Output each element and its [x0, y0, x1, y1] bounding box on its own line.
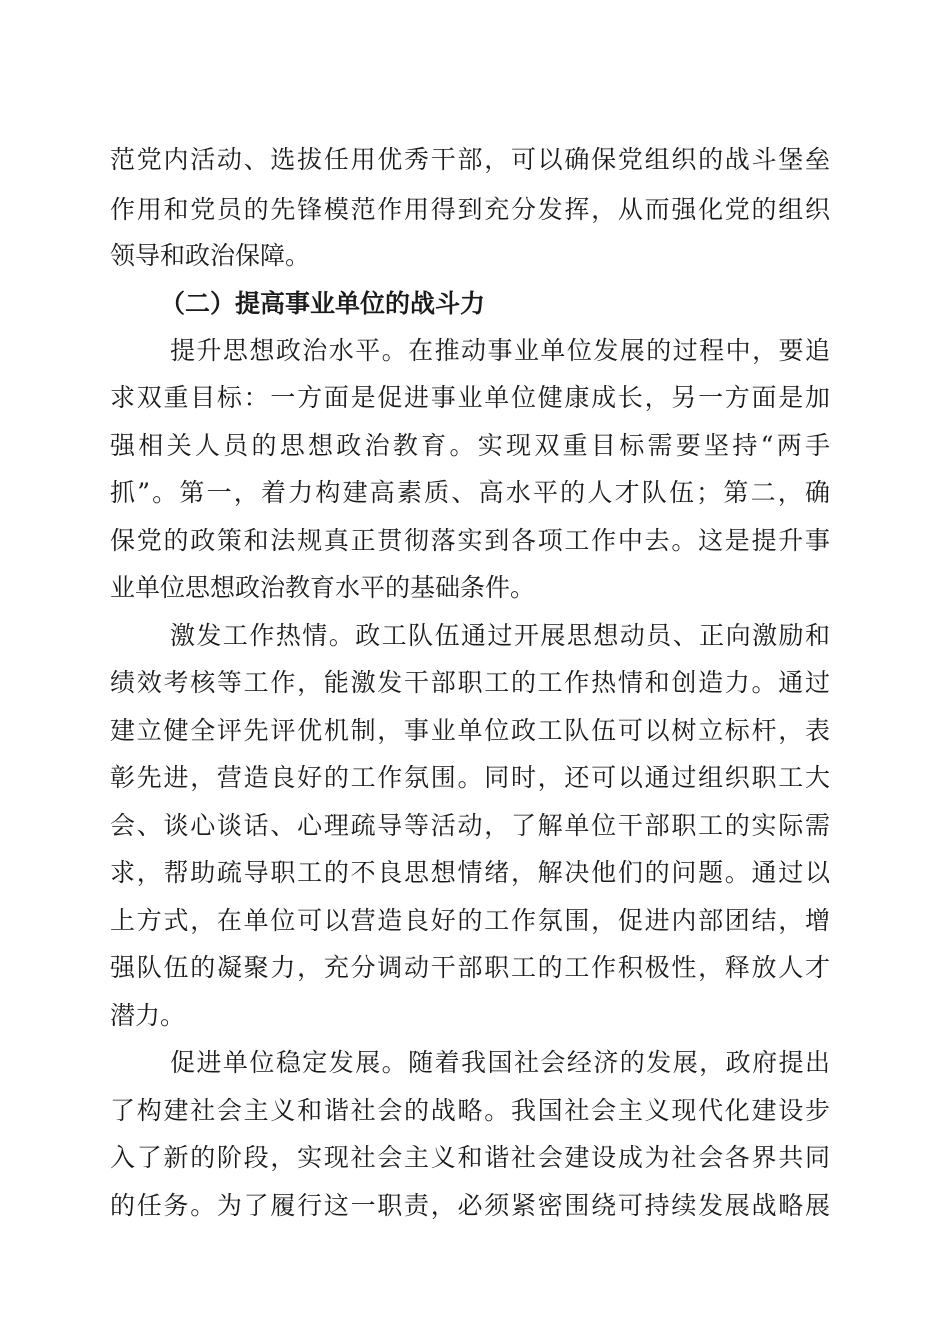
paragraph-2-line-1: 提升思想政治水平。在推动事业单位发展的过程中，要追 — [170, 336, 830, 365]
paragraph-2-line-3: 强相关人员的思想政治教育。实现双重目标需要坚持“两手 — [110, 431, 830, 460]
paragraph-2-line-6: 业单位思想政治教育水平的基础条件。 — [110, 573, 536, 602]
paragraph-3-line-8: 强队伍的凝聚力，充分调动干部职工的工作积极性，释放人才 — [110, 953, 830, 982]
paragraph-2-line-4: 抓”。第一，着力构建高素质、高水平的人才队伍；第二，确 — [110, 478, 830, 507]
paragraph-3-line-5: 会、谈心谈话、心理疏导等活动，了解单位干部职工的实际需 — [110, 811, 830, 840]
paragraph-3-line-1: 激发工作热情。政工队伍通过开展思想动员、正向激励和 — [170, 621, 830, 650]
paragraph-3-line-3: 建立健全评先评优机制，事业单位政工队伍可以树立标杆，表 — [110, 716, 830, 745]
paragraph-4-line-2: 了构建社会主义和谐社会的战略。我国社会主义现代化建设步 — [110, 1096, 830, 1125]
paragraph-2-line-2: 求双重目标：一方面是促进事业单位健康成长，另一方面是加 — [110, 383, 830, 412]
paragraph-1-line-1: 范党内活动、选拔任用优秀干部，可以确保党组织的战斗堡垒 — [110, 145, 830, 174]
paragraph-2-line-5: 保党的政策和法规真正贯彻落实到各项工作中去。这是提升事 — [110, 526, 830, 555]
paragraph-3-line-6: 求，帮助疏导职工的不良思想情绪，解决他们的问题。通过以 — [110, 858, 830, 887]
paragraph-3-line-7: 上方式，在单位可以营造良好的工作氛围，促进内部团结，增 — [110, 906, 830, 935]
paragraph-4-line-3: 入了新的阶段，实现社会主义和谐社会建设成为社会各界共同 — [110, 1143, 830, 1172]
paragraph-4-line-1: 促进单位稳定发展。随着我国社会经济的发展，政府提出 — [170, 1048, 830, 1077]
paragraph-1-line-3: 领导和政治保障。 — [110, 241, 311, 270]
paragraph-3-line-9: 潜力。 — [110, 1001, 186, 1030]
section-heading: （二）提高事业单位的战斗力 — [160, 289, 486, 318]
paragraph-4-line-4: 的任务。为了履行这一职责，必须紧密围绕可持续发展战略展 — [110, 1191, 830, 1220]
paragraph-1-line-2: 作用和党员的先锋模范作用得到充分发挥，从而强化党的组织 — [110, 195, 830, 224]
paragraph-3-line-4: 彰先进，营造良好的工作氛围。同时，还可以通过组织职工大 — [110, 763, 830, 792]
paragraph-3-line-2: 绩效考核等工作，能激发干部职工的工作热情和创造力。通过 — [110, 668, 830, 697]
